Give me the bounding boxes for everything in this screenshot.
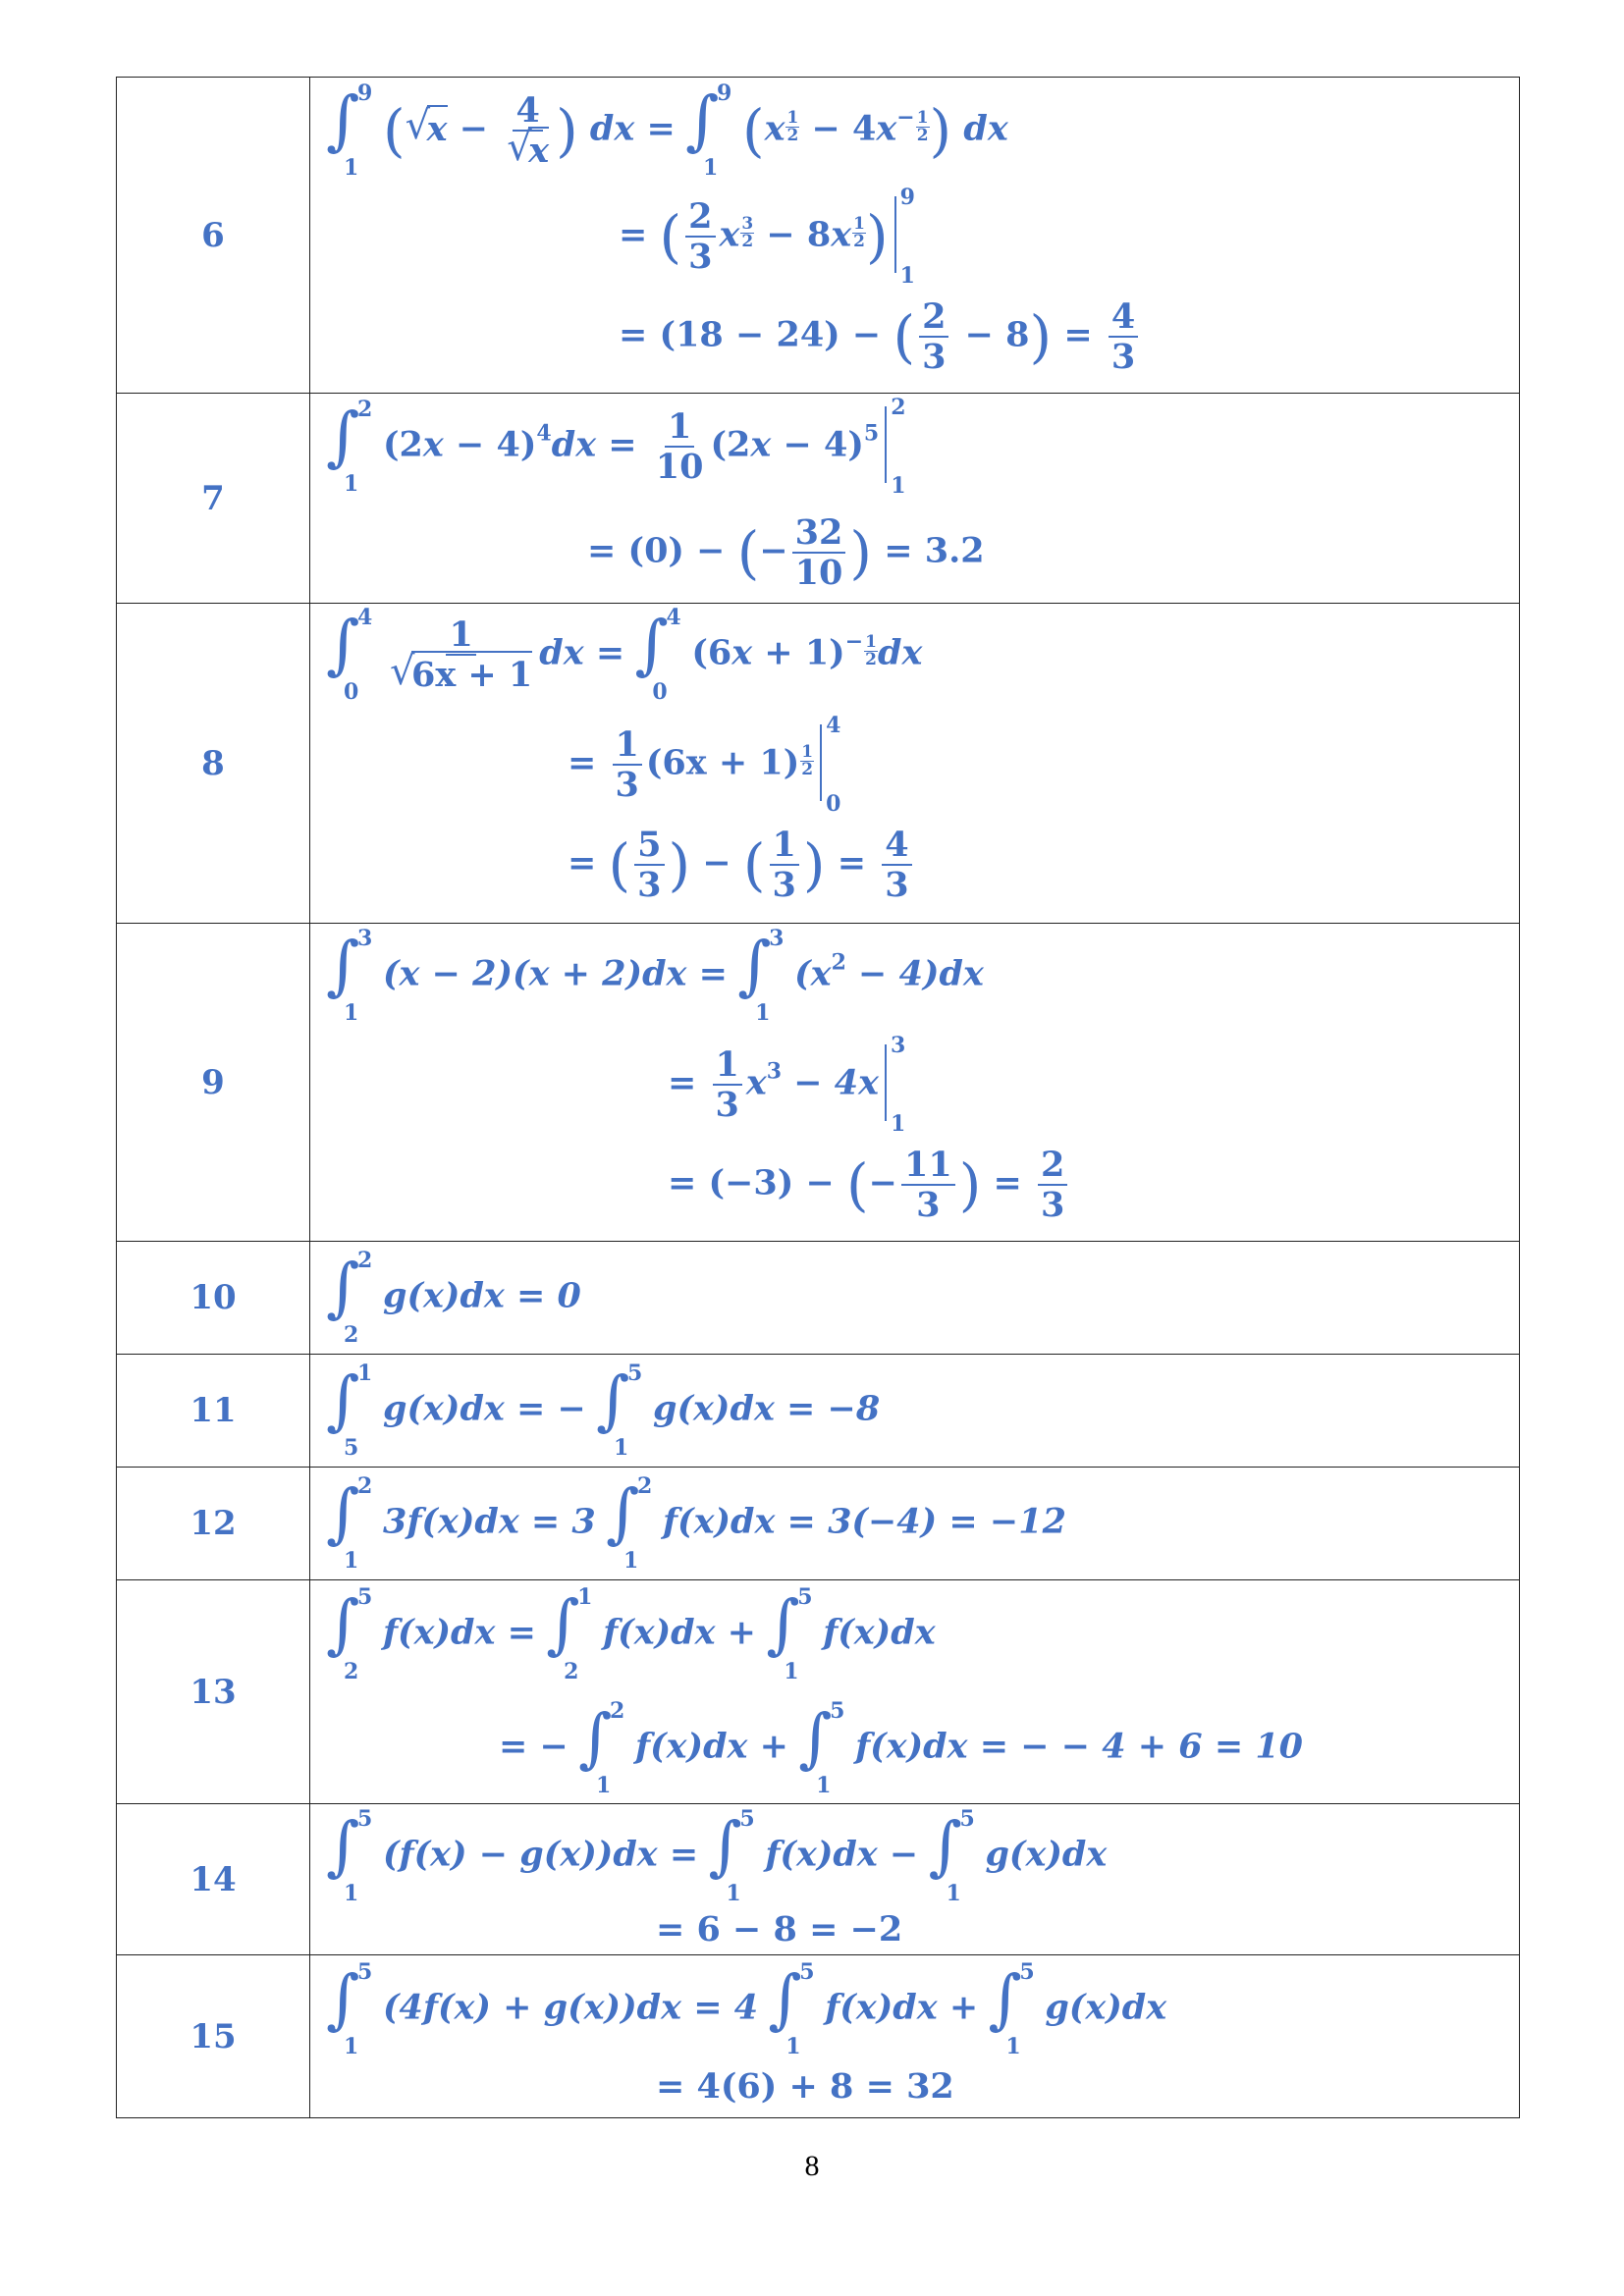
integral: ∫ 5 1	[928, 1806, 975, 1906]
solution-cell	[310, 924, 1520, 1242]
integral: ∫ 2 1	[326, 397, 373, 497]
table-row	[117, 1468, 1520, 1580]
integral: ∫ 5 1	[708, 1806, 755, 1906]
solution-line: ∫ 5 2 f(x)dx = ∫ 1 2 f(x)dx + ∫ 5 1 f(x)dx	[326, 1584, 936, 1684]
solution-line: ∫ 2 1 3f(x)dx = 3 ∫ 2 1 f(x)dx = 3(−4) = −12	[326, 1473, 1066, 1574]
integral: ∫ 5 1	[988, 1959, 1035, 2059]
solution-line: ∫ 5 1 (4f(x) + g(x))dx = 4 ∫ 5 1 f(x)dx + ∫ 5 1 g(x)dx	[326, 1959, 1167, 2059]
table-row	[117, 394, 1520, 604]
solution-line: ∫ 2 1 $(2x - 4)^4dx$ = $\frac{1}{10}$ $(2x - 4)^5$ 2 1	[326, 395, 906, 499]
solution-cell	[310, 604, 1520, 924]
solution-cell	[310, 1355, 1520, 1468]
solution-cell	[310, 1804, 1520, 1955]
problem-number: 7	[117, 394, 310, 604]
integral: ∫ 1 5	[326, 1361, 373, 1461]
solution-line: ∫ 4 0 1 √ 6x + 1 dx = ∫ 4 0 (6x + 1)− $\frac{1}{2}$ dx	[326, 605, 923, 705]
solution-cell	[310, 394, 1520, 604]
table-row	[117, 78, 1520, 394]
integral: ∫ 4 0	[634, 605, 681, 705]
solution-line: ∫ 3 1 (x − 2)(x + 2)dx = ∫ 3 1 $(x^2 - 4)dx$	[326, 926, 984, 1026]
table-row	[117, 1955, 1520, 2118]
solution-cell	[310, 78, 1520, 394]
solution-line: = ( $\frac{2}{3}$ x $\frac{3}{2}$ − 8x $\frac{1}{2}$ ) 9 1	[619, 185, 915, 289]
solutions-table	[116, 77, 1520, 2118]
solution-line: ∫ 9 1 ( √ x − 4 √ x ) dx = ∫ 9 1 (x $\frac{1}{2}$ − 4x− $\frac{1}{2}$ ) dx	[326, 80, 1008, 181]
solutions-table-wrapper	[116, 77, 1520, 2118]
solution-line: = $\frac{1}{3}$ (6x + 1) $\frac{1}{2}$ 4 0	[568, 713, 841, 817]
problem-number: 13	[117, 1580, 310, 1804]
problem-number: 6	[117, 78, 310, 394]
table-row	[117, 1242, 1520, 1355]
solution-line: = (18 − 24) − ( $\frac{2}{3}$ − 8) = $\frac{4}{3}$	[619, 299, 1142, 374]
table-row	[117, 604, 1520, 924]
solution-line: = ( $\frac{5}{3}$ ) − ( $\frac{1}{3}$ ) = $\frac{4}{3}$	[568, 828, 916, 902]
problem-number: 15	[117, 1955, 310, 2118]
integral: ∫ 2 1	[605, 1473, 653, 1574]
problem-number: 9	[117, 924, 310, 1242]
solution-cell	[310, 1955, 1520, 2118]
integral: ∫ 2 2	[326, 1248, 373, 1348]
integral: ∫ 3 1	[326, 926, 373, 1026]
integral: ∫ 5 1	[766, 1584, 813, 1684]
integral: ∫ 5 1	[768, 1959, 815, 2059]
problem-number: 8	[117, 604, 310, 924]
page-number: 8	[804, 2150, 820, 2182]
table-row	[117, 1804, 1520, 1955]
problem-number: 12	[117, 1468, 310, 1580]
solution-line: ∫ 5 1 (f(x) − g(x))dx = ∫ 5 1 f(x)dx − ∫ 5 1 g(x)dx	[326, 1806, 1108, 1906]
problem-number: 14	[117, 1804, 310, 1955]
solution-line: = 6 − 8 = −2	[656, 1909, 903, 1949]
table-row	[117, 1355, 1520, 1468]
solution-line: = (−3) − (− $\frac{11}{3}$ ) = $\frac{2}{3}$	[668, 1148, 1071, 1222]
solution-cell	[310, 1468, 1520, 1580]
integral: ∫ 3 1	[737, 926, 785, 1026]
integral: ∫ 5 1	[326, 1806, 373, 1906]
integral: ∫ 9 1	[326, 80, 373, 181]
problem-number: 10	[117, 1242, 310, 1355]
solution-line: = (0) − (− $\frac{32}{10}$ ) = 3.2	[587, 512, 985, 593]
solution-line: = 4(6) + 8 = 32	[656, 2066, 954, 2107]
integral: ∫ 2 1	[578, 1698, 625, 1798]
solution-line: = $\frac{1}{3}$ $x^3 - 4x$ 3 1	[668, 1033, 906, 1137]
integral: ∫ 5 1	[596, 1361, 643, 1461]
integral: ∫ 4 0	[326, 605, 373, 705]
solution-line: ∫ 2 2 g(x)dx = 0	[326, 1248, 581, 1348]
integral: ∫ 1 2	[546, 1584, 593, 1684]
solution-cell	[310, 1242, 1520, 1355]
solution-line: ∫ 1 5 g(x)dx = − ∫ 5 1 g(x)dx = −8	[326, 1361, 881, 1461]
integral: ∫ 5 2	[326, 1584, 373, 1684]
integral: ∫ 5 1	[326, 1959, 373, 2059]
solution-line: = − ∫ 2 1 f(x)dx + ∫ 5 1 f(x)dx = − − 4 + 6 = 10	[499, 1698, 1304, 1798]
problem-number: 11	[117, 1355, 310, 1468]
table-row	[117, 924, 1520, 1242]
integral: ∫ 2 1	[326, 1473, 373, 1574]
integral: ∫ 9 1	[684, 80, 732, 181]
integral: ∫ 5 1	[798, 1698, 845, 1798]
table-row	[117, 1580, 1520, 1804]
solution-cell	[310, 1580, 1520, 1804]
